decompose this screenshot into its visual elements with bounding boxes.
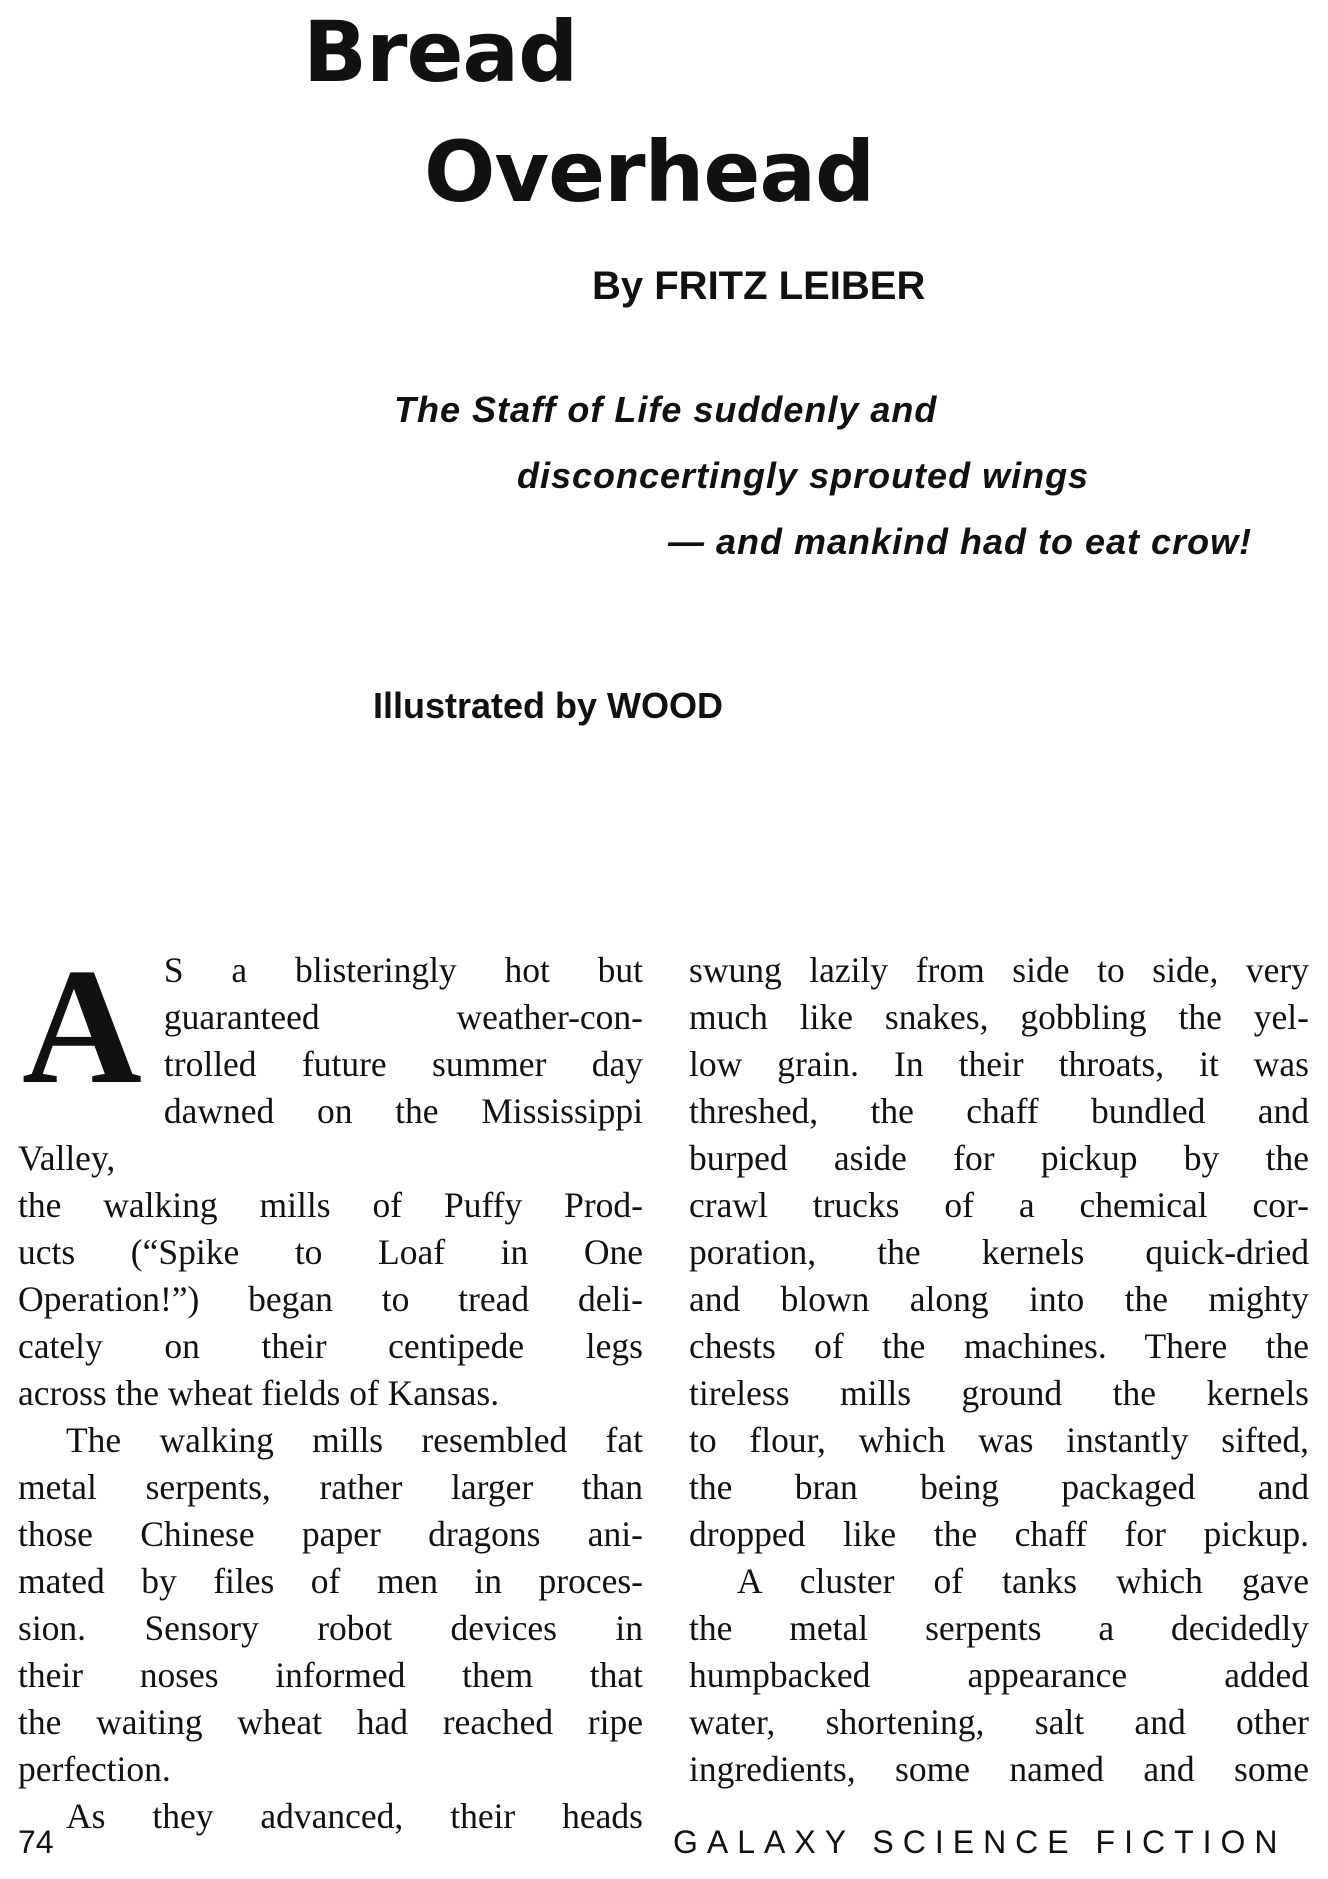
subtitle-line-2: disconcertingly sprouted wings: [517, 455, 1090, 496]
paragraph-4: [689, 1558, 1309, 1793]
paragraph-3: [18, 1793, 643, 1840]
text-line: crawl trucks of a chemical cor-: [689, 1185, 1309, 1225]
text-line: water, shortening, salt and other: [689, 1702, 1309, 1742]
article-column-right: [689, 947, 1309, 1793]
text-line: those Chinese paper dragons ani-: [18, 1514, 643, 1554]
text-line: the bran being packaged and: [689, 1467, 1309, 1507]
author-byline: By FRITZ LEIBER: [592, 264, 926, 308]
text-line: their noses informed them that: [18, 1655, 643, 1695]
paragraph-1: [18, 934, 643, 1417]
text-line: The walking mills resembled fat: [66, 1420, 643, 1460]
text-line: threshed, the chaff bundled and: [689, 1091, 1309, 1131]
text-line: the metal serpents a decidedly: [689, 1608, 1309, 1648]
text-line: sion. Sensory robot devices in: [18, 1608, 643, 1648]
text-line: chests of the machines. There the: [689, 1326, 1309, 1366]
drop-cap: A: [22, 934, 142, 1118]
text-line: and blown along into the mighty: [689, 1279, 1309, 1319]
text-line: low grain. In their throats, it was: [689, 1044, 1309, 1084]
text-line: dawned on the Mississippi Valley,: [18, 1091, 643, 1178]
text-line: the walking mills of Puffy Prod-: [18, 1185, 643, 1225]
text-line: A cluster of tanks which gave: [737, 1561, 1309, 1601]
text-line: poration, the kernels quick-dried: [689, 1232, 1309, 1272]
text-line: tireless mills ground the kernels: [689, 1373, 1309, 1413]
article-column-left: [18, 934, 643, 1840]
text-line: swung lazily from side to side, very: [689, 950, 1309, 990]
magazine-name: GALAXY SCIENCE FICTION: [673, 1824, 1287, 1860]
subtitle-line-3: — and mankind had to eat crow!: [668, 521, 1253, 562]
text-line: S a blisteringly hot but: [163, 950, 643, 990]
illustrator-credit: Illustrated by WOOD: [373, 685, 724, 726]
text-line: Operation!”) began to tread deli-: [18, 1279, 643, 1319]
paragraph-3-continued: [689, 947, 1309, 1558]
text-line: ingredients, some named and some: [689, 1749, 1309, 1789]
text-line: much like snakes, gobbling the yel-: [689, 997, 1309, 1037]
text-line: ucts (“Spike to Loaf in One: [18, 1232, 643, 1272]
text-line: metal serpents, rather larger than: [18, 1467, 643, 1507]
text-line: trolled future summer day: [163, 1044, 643, 1084]
text-line: cately on their centipede legs: [18, 1326, 643, 1366]
title-line-2: Overhead: [424, 123, 875, 221]
text-line: burped aside for pickup by the: [689, 1138, 1309, 1178]
text-line: dropped like the chaff for pickup.: [689, 1514, 1309, 1554]
paragraph-2: [18, 1417, 643, 1793]
text-line: humpbacked appearance added: [689, 1655, 1309, 1695]
text-line: mated by files of men in proces-: [18, 1561, 643, 1601]
text-line: the waiting wheat had reached ripe: [18, 1702, 643, 1742]
subtitle-line-1: The Staff of Life suddenly and: [394, 389, 938, 430]
text-line: As they advanced, their heads: [66, 1796, 643, 1836]
page-number: 74: [18, 1824, 54, 1860]
text-line: to flour, which was instantly sifted,: [689, 1420, 1309, 1460]
text-line: perfection.: [18, 1749, 171, 1789]
text-line: guaranteed weather-con-: [163, 997, 643, 1037]
text-line: across the wheat fields of Kansas.: [18, 1373, 500, 1413]
title-line-1: Bread: [303, 3, 578, 101]
